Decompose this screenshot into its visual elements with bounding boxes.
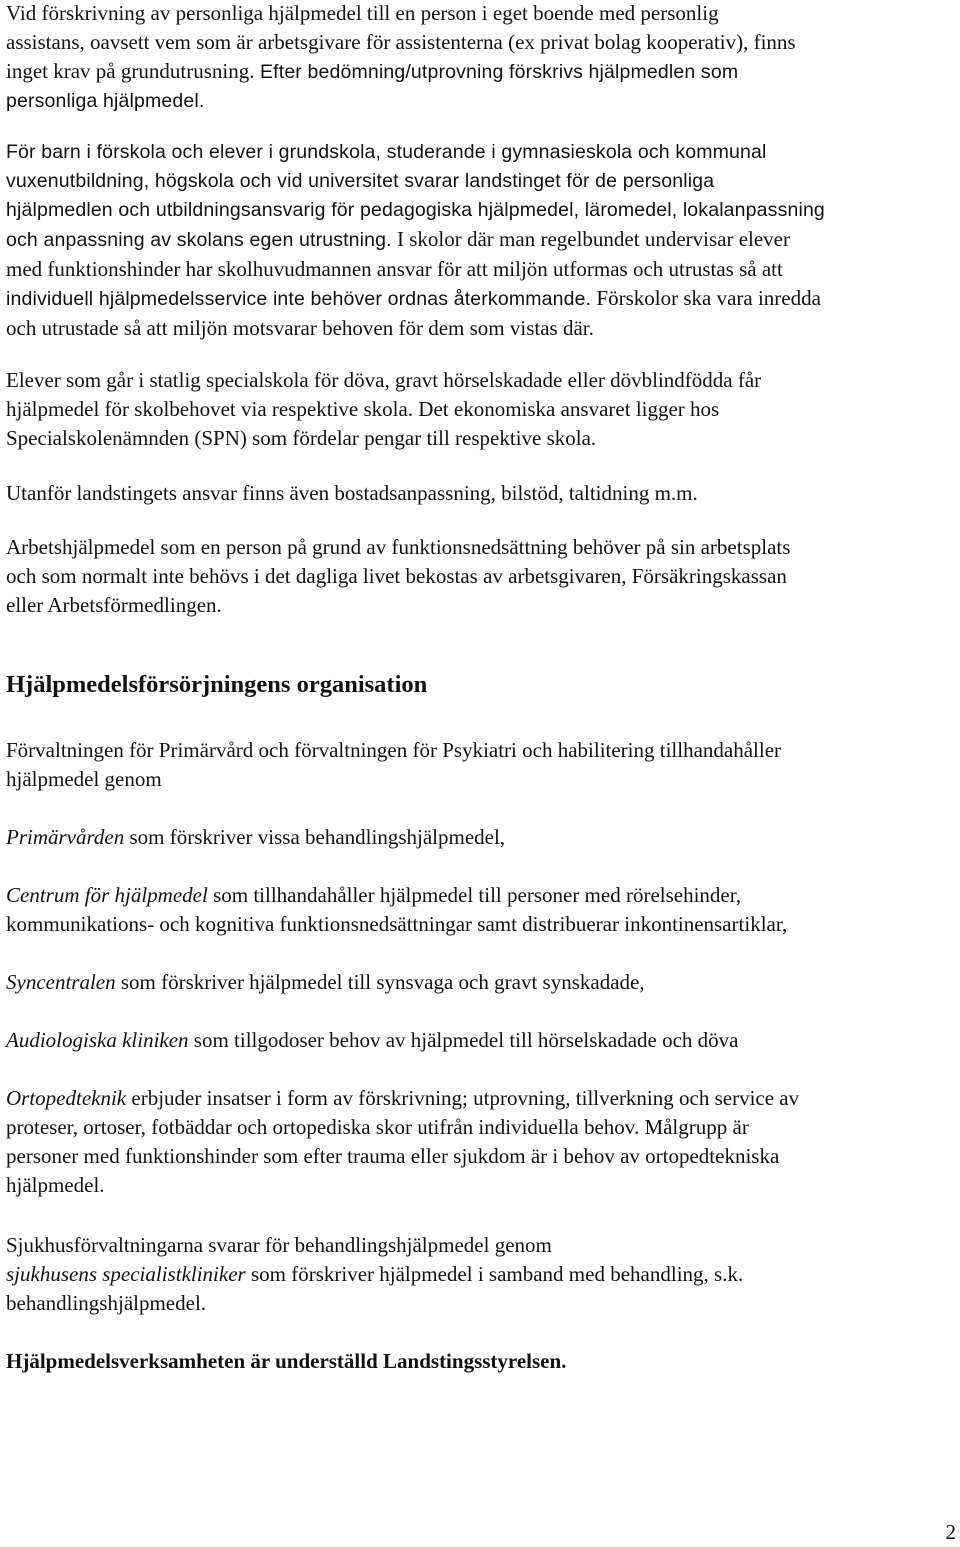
italic-term: Syncentralen bbox=[6, 970, 116, 994]
text-span: inget krav på grundutrusning. bbox=[6, 59, 255, 83]
text-span: Förskolor ska vara inredda bbox=[591, 286, 821, 310]
italic-term: Primärvården bbox=[6, 825, 125, 849]
text-line: personer med funktionshinder som efter trauma eller sjukdom är i behov av ortopedtekniska bbox=[6, 1144, 780, 1168]
text-line: Utanför landstingets ansvar finns även bostadsanpassning, bilstöd, taltidning m.m. bbox=[6, 481, 698, 505]
text-line: Arbetshjälpmedel som en person på grund av funktionsnedsättning behöver på sin arbetsplats bbox=[6, 535, 791, 559]
section-heading: Hjälpmedelsförsörjningens organisation bbox=[6, 671, 428, 698]
paragraph-primary-care bbox=[6, 823, 958, 852]
text-line bbox=[6, 284, 958, 314]
text-line: hjälpmedel för skolbehovet via respektive skola. Det ekonomiska ansvaret ligger hos bbox=[6, 397, 720, 421]
text-span: erbjuder insatser i form av förskrivning; utprovning, tillverkning och service av bbox=[126, 1086, 800, 1110]
italic-term: Ortopedteknik bbox=[6, 1086, 127, 1110]
text-line bbox=[6, 1260, 958, 1289]
text-span: Efter bedömning/utprovning förskrivs hjälpmedlen som bbox=[254, 61, 739, 83]
text-line bbox=[6, 823, 958, 852]
text-span: som förskriver hjälpmedel till synsvaga och gravt synskadade, bbox=[115, 970, 645, 994]
paragraph-orthopedics bbox=[6, 1084, 958, 1200]
text-line: Sjukhusförvaltningarna svarar för behandlingshjälpmedel genom bbox=[6, 1233, 552, 1257]
text-line: Elever som går i statlig specialskola för döva, gravt hörselskadade eller dövblindfödda får bbox=[6, 368, 762, 392]
text-line: och som normalt inte behövs i det dagliga livet bekostas av arbetsgivaren, Försäkringskassan bbox=[6, 564, 787, 588]
text-line: kommunikations- och kognitiva funktionsnedsättningar samt distribuerar inkontinensartiklar, bbox=[6, 912, 788, 936]
italic-term: Audiologiska kliniken bbox=[6, 1028, 189, 1052]
text-line: och utrustade så att miljön motsvarar behoven för dem som vistas där. bbox=[6, 316, 594, 340]
text-line: assistans, oavsett vem som är arbetsgivare för assistenterna (ex privat bolag kooperativ), finns bbox=[6, 30, 796, 54]
text-line bbox=[6, 881, 958, 910]
text-span: och anpassning av skolans egen utrustning. bbox=[6, 229, 392, 251]
text-span: som förskriver hjälpmedel i samband med behandling, s.k. bbox=[245, 1262, 744, 1286]
text-line: behandlingshjälpmedel. bbox=[6, 1291, 207, 1315]
text-line: hjälpmedlen och utbildningsansvarig för pedagogiska hjälpmedel, läromedel, lokalanpassning bbox=[6, 199, 825, 221]
page-number: 2 bbox=[945, 1520, 956, 1544]
paragraph-special-schools bbox=[6, 366, 958, 453]
paragraph-work-aids bbox=[6, 533, 958, 620]
paragraph-audiology bbox=[6, 1026, 958, 1055]
text-line: vuxenutbildning, högskola och vid universitet svarar landstinget för de personliga bbox=[6, 170, 715, 192]
text-line: Specialskolenämnden (SPN) som fördelar pengar till respektive skola. bbox=[6, 426, 597, 450]
text-line bbox=[6, 1026, 958, 1055]
paragraph-hospital-administrations bbox=[6, 1231, 958, 1318]
paragraph-vision-center bbox=[6, 968, 958, 997]
text-line bbox=[6, 57, 958, 87]
text-line: eller Arbetsförmedlingen. bbox=[6, 593, 222, 617]
text-line: Förvaltningen för Primärvård och förvaltningen för Psykiatri och habilitering tillhandahåller bbox=[6, 738, 782, 762]
text-line: hjälpmedel. bbox=[6, 1173, 105, 1197]
paragraph-outside-responsibility bbox=[6, 479, 958, 508]
paragraph-administrations bbox=[6, 736, 958, 794]
paragraph-personal-assistance bbox=[6, 0, 958, 116]
text-line bbox=[6, 968, 958, 997]
text-line bbox=[6, 1084, 958, 1113]
text-line: Vid förskrivning av personliga hjälpmedel till en person i eget boende med personlig bbox=[6, 1, 719, 25]
italic-term: Centrum för hjälpmedel bbox=[6, 883, 208, 907]
text-span: individuell hjälpmedelsservice inte behöver ordnas återkommande. bbox=[6, 288, 592, 310]
paragraph-schools bbox=[6, 138, 958, 343]
text-line: hjälpmedel genom bbox=[6, 767, 162, 791]
paragraph-aid-center bbox=[6, 881, 958, 939]
text-span: som förskriver vissa behandlingshjälpmedel, bbox=[124, 825, 506, 849]
text-line: personliga hjälpmedel. bbox=[6, 90, 205, 112]
text-line bbox=[6, 225, 958, 255]
text-line: proteser, ortoser, fotbäddar och ortopediska skor utifrån individuella behov. Målgrupp är bbox=[6, 1115, 749, 1139]
text-line: För barn i förskola och elever i grundskola, studerande i gymnasieskola och kommunal bbox=[6, 141, 767, 163]
text-span: I skolor där man regelbundet undervisar elever bbox=[391, 227, 790, 251]
text-span: som tillgodoser behov av hjälpmedel till hörselskadade och döva bbox=[188, 1028, 739, 1052]
paragraph-governance: Hjälpmedelsverksamheten är underställd Landstingsstyrelsen. bbox=[6, 1349, 567, 1373]
italic-term: sjukhusens specialistkliniker bbox=[6, 1262, 246, 1286]
text-line: med funktionshinder har skolhuvudmannen ansvar för att miljön utformas och utrustas så att bbox=[6, 257, 783, 281]
text-span: som tillhandahåller hjälpmedel till personer med rörelsehinder, bbox=[207, 883, 742, 907]
